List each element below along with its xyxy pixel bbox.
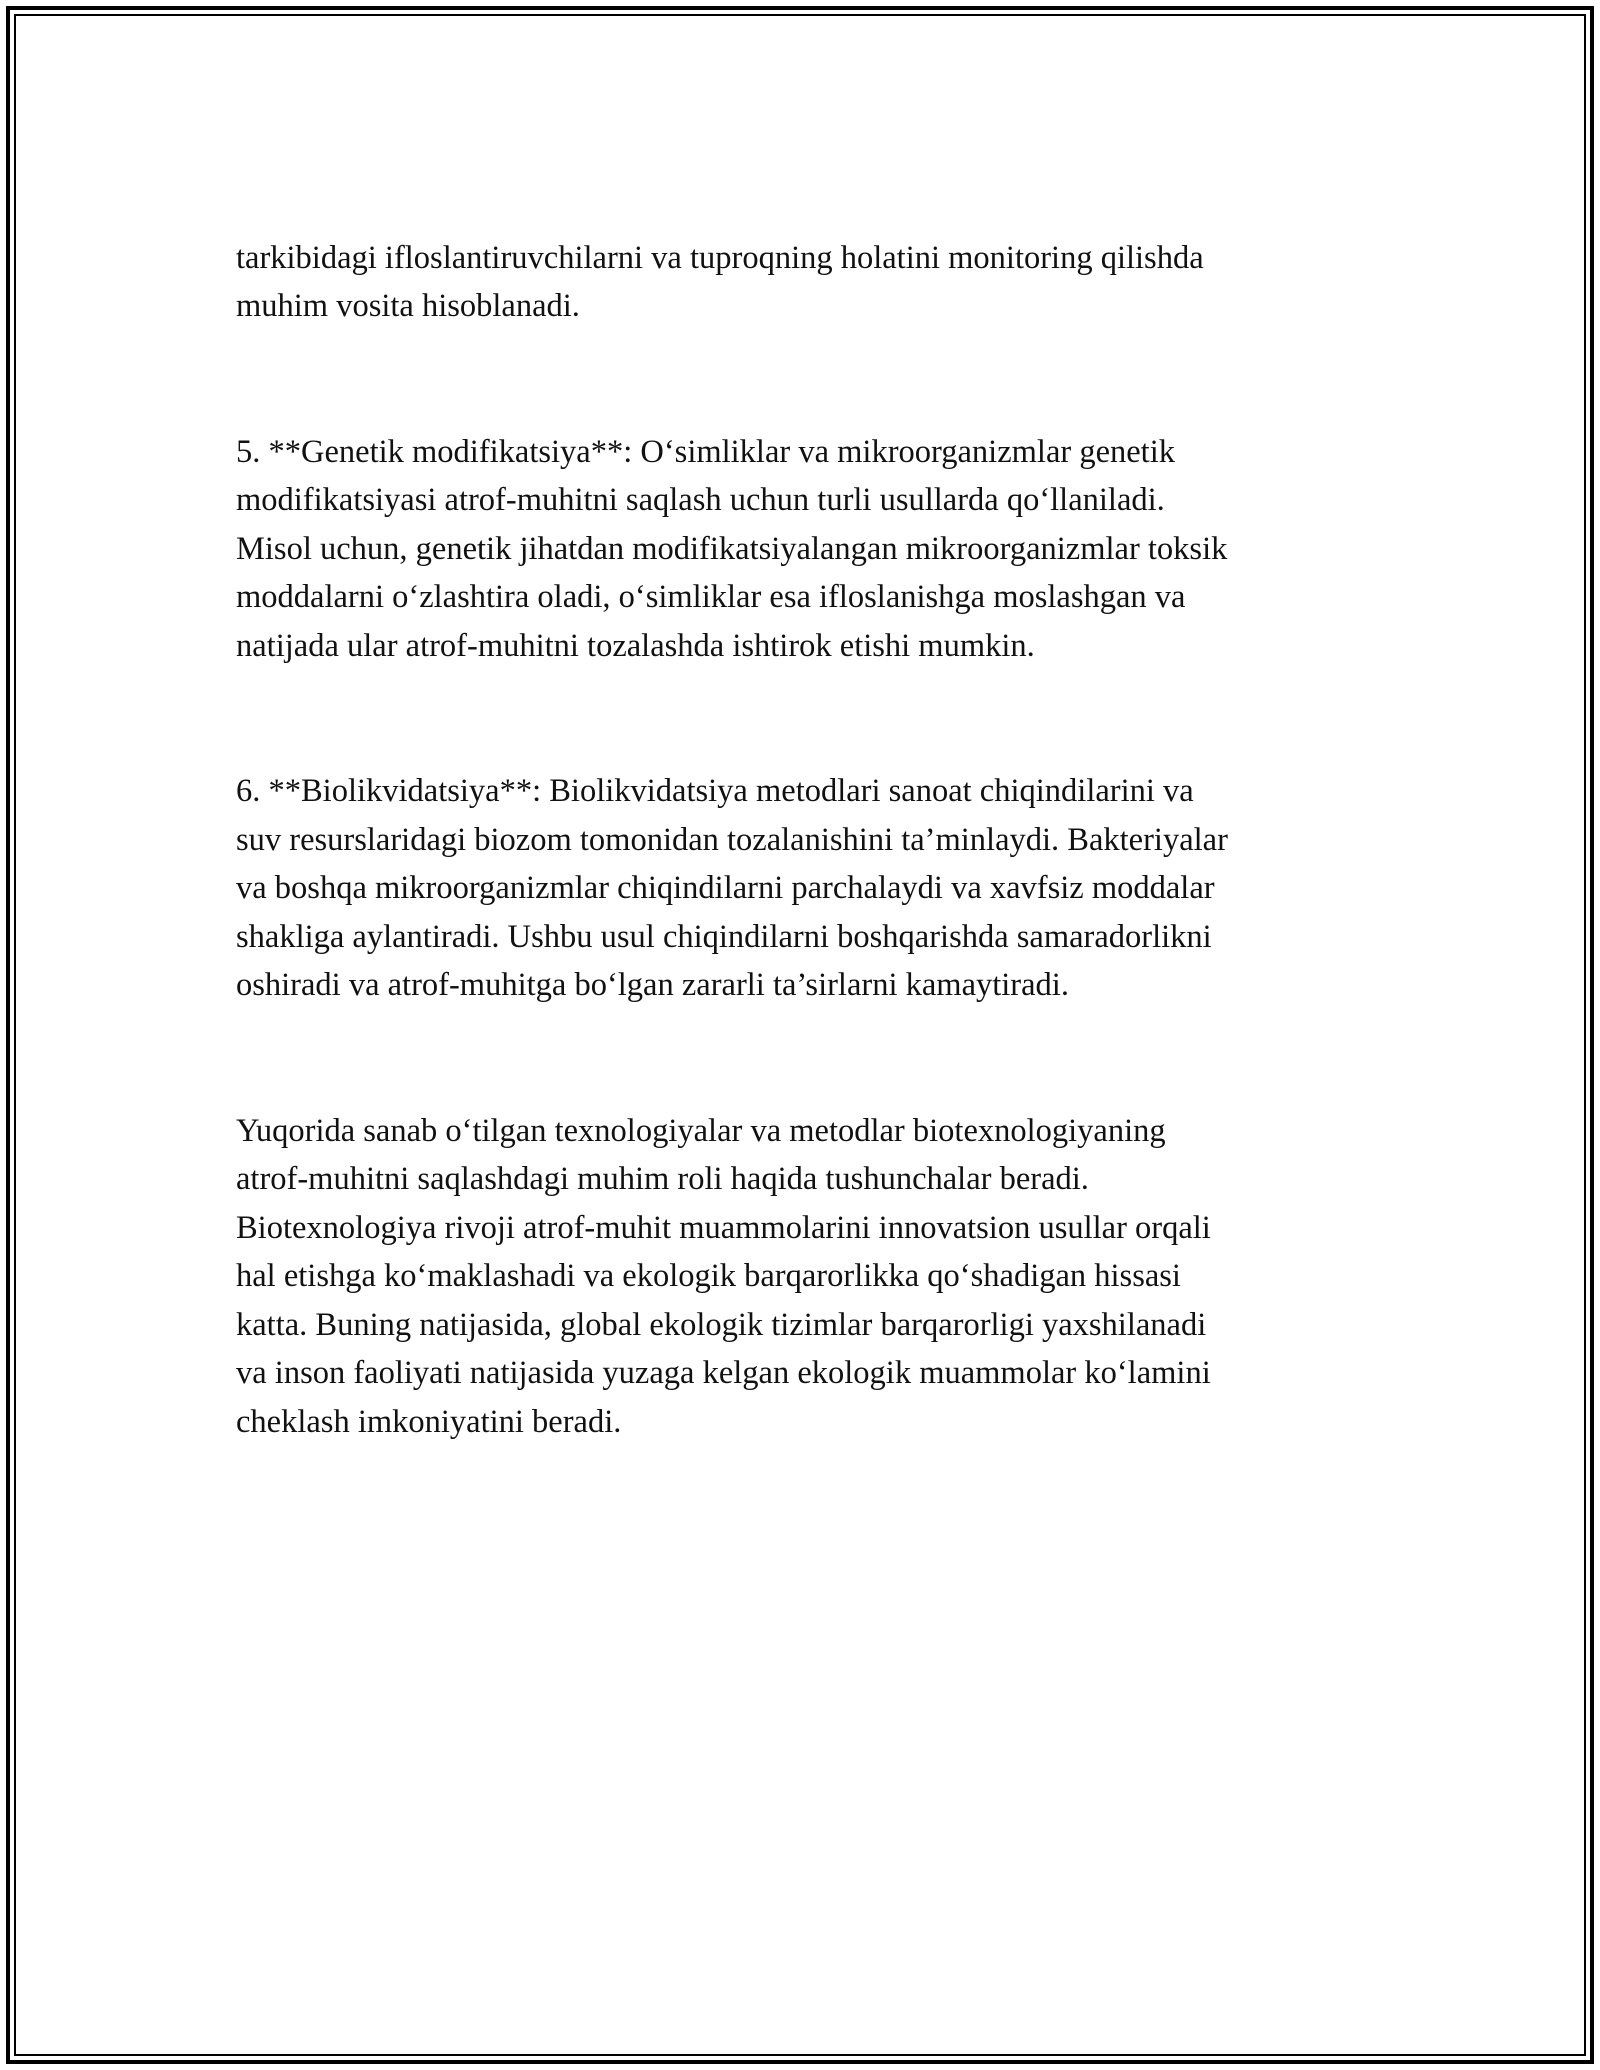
paragraph-continuation: tarkibidagi ifloslantiruvchilarni va tuproqning holatini monitoring qilishda muhim vosita hisoblanadi.: [236, 239, 1204, 324]
paragraph-conclusion: Yuqorida sanab o‘tilgan texnologiyalar va metodlar biotexnologiyaning atrof-muhitni saqlashdagi muhim roli haqida tushunchalar beradi. Biotexnologiya rivoji atrof-muhit muammolarini innovatsion usullar orqali hal etishga ko‘maklashadi va ekologik barqarorlikka qo‘shadigan hissasi katta. Buning natijasida, global ekologik tizimlar barqarorligi yaxshilanadi va inson faoliyati natijasida yuzaga kelgan ekologik muammolar ko‘lamini cheklash imkoniyatini beradi.: [236, 1112, 1211, 1440]
document-body: [236, 185, 1386, 1495]
paragraph-genetic-modification: 5. **Genetik modifikatsiya**: O‘simliklar va mikroorganizmlar genetik modifikatsiyasi atrof-muhitni saqlash uchun turli usullarda qo‘llaniladi. Misol uchun, genetik jihatdan modifikatsiyalangan mikroorganizmlar toksik moddalarni o‘zlashtira oladi, o‘simliklar esa ifloslanishga moslashgan va natijada ular atrof-muhitni tozalashda ishtirok etishi mumkin.: [236, 433, 1228, 664]
paragraph-bioliquidation: 6. **Biolikvidatsiya**: Biolikvidatsiya metodlari sanoat chiqindilarini va suv resurslaridagi biozom tomonidan tozalanishini ta’minlaydi. Bakteriyalar va boshqa mikroorganizmlar chiqindilarni parchalaydi va xavfsiz moddalar shakliga aylantiradi. Ushbu usul chiqindilarni boshqarishda samaradorlikni oshiradi va atrof-muhitga bo‘lgan zararli ta’sirlarni kamaytiradi.: [236, 773, 1228, 1003]
